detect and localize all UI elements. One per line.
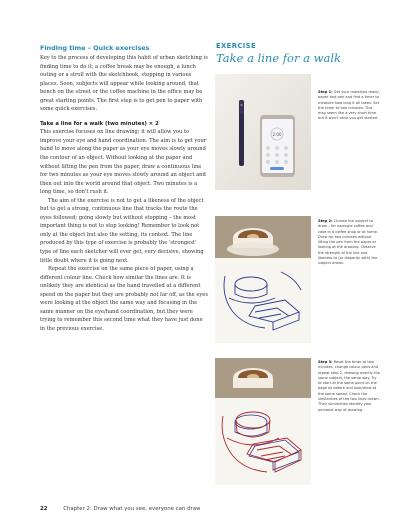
photo-coffee-sketch-blue bbox=[215, 216, 311, 343]
page-number: 22 bbox=[40, 506, 48, 512]
exercise-subheading: Take a line for a walk (two minutes) × 2 bbox=[40, 120, 159, 127]
photo-coffee-sketch-red bbox=[215, 358, 311, 485]
chapter-title: Chapter 2: Draw what you see, everyone can draw bbox=[63, 506, 201, 512]
left-column bbox=[40, 44, 208, 333]
svg-text:2:00: 2:00 bbox=[272, 132, 282, 137]
page-footer bbox=[40, 506, 200, 512]
step-2-label: Step 2: bbox=[318, 219, 333, 223]
body-paragraph-3: Repeat the exercise on the same piece of paper, using a different colour line. Check how similar the lines are. It is unlikely they are identical as the hand travelled at a different speed on the paper but they are probably not far off, as the eyes were looking at the object the same way and focusing in the same manner on the eye/hand coordination, but they were trying to remember this second time what they have just done in the previous exercise. bbox=[40, 266, 208, 332]
step-3-body: Reset the timer to two minutes, change colour pens and repeat step 2, drawing exactly the same subject, the same way. Try to start at the same point on the page as before and look/draw at the same speed. Check the similarities of the two lines drawn. Their similarities identify your personal way of drawing. bbox=[318, 360, 380, 412]
step-3-label: Step 3: bbox=[318, 360, 333, 364]
body-paragraph-2: The aim of the exercise is not to get a likeness of the object but to get a strong, continuous line that tracks the route the eyes followed; going slowly but without stopping – the most important thing is not to stop looking! Remember to look not only at the object but also the setting, its context. The line produced by this type of exercise is probably the 'strongest' type of line each sketcher will ever get, very decisive, showing little doubt where it is going next. bbox=[40, 197, 204, 264]
step-3-text bbox=[318, 360, 380, 413]
step-1-text bbox=[318, 90, 380, 122]
body-paragraph-1: This exercise focuses on line drawing; it will allow you to improve your eye and hand coordination. The aim is to get your hand to move along the paper as your eye moves slowly around the contour of an object. Without looking at the paper and without lifting the pen from the paper, draw a continuous line for two minutes as your eye moves slowly around an object and then out into the world around that object. Two minutes is a long time, so don't rush it. bbox=[40, 129, 207, 196]
step-1-label: Step 1: bbox=[318, 90, 333, 94]
step-2-body: Choose the subject to draw – for example coffee and cake in a coffee shop or at home. Draw for two minutes without lifting the pen from the paper or looking at the drawing. Observe the strength of the line and likeness to (or disparity with) the subject drawn. bbox=[318, 219, 379, 266]
step-1-body: Get your materials ready, paper and pen and find a timer to measure how long it all takes. Set the timer to two minutes. This may seem like a very short time but it won't once you get started. bbox=[318, 90, 380, 121]
step-2-text bbox=[318, 219, 380, 267]
intro-paragraph: Key to the process of developing this habit of urban sketching is finding time to do it; a coffee break may be enough, a lunch outing or a stroll with the sketchbook, stopping in various places. Soon, subjects will appear while looking around, that bench on the street or the coffee machine in the office may be great starting points. The first step is to get pen to paper with some quick exercises. bbox=[40, 55, 208, 113]
exercise-title: Take a line for a walk bbox=[216, 51, 341, 65]
exercise-label: EXERCISE bbox=[216, 42, 257, 50]
photo-pen-and-phone bbox=[215, 74, 311, 190]
section-heading: Finding time – Quick exercises bbox=[40, 44, 150, 52]
